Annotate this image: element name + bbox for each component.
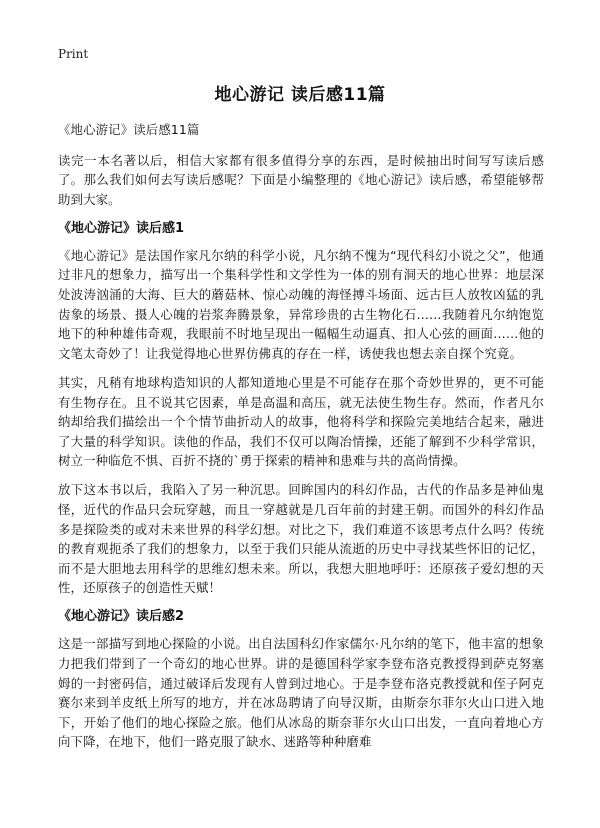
intro-paragraph: 读完一本名著以后，相信大家都有很多值得分享的东西，是时候抽出时间写写读后感了。那么我们如何去写读后感呢？下面是小编整理的《地心游记》读后感，希望能够帮助到大家。 (58, 152, 544, 207)
section-heading: 《地心游记》读后感2 (58, 609, 185, 625)
article-subtitle: 《地心游记》读后感11篇 (58, 122, 200, 137)
article-body (58, 120, 544, 762)
section-heading: 《地心游记》读后感1 (58, 220, 185, 236)
page-title: 地心游记 读后感11篇 (214, 85, 386, 105)
section-paragraph: 放下这本书以后，我陷入了另一种沉思。回眸国内的科幻作品，古代的作品多是神仙鬼怪，近代的作品只会玩穿越，而且一穿越就是几百年前的封建王朝。而国外的科幻作品多是探险类的或对未来世界的科学幻想。对比之下，我们难道不该思考点什么吗？传统的教育观扼杀了我们的想象力，以至于我们只能从流逝的历史中寻找某些怀旧的记忆，而不是大胆地去用科学的思维幻想未来。所以，我想大胆地呼吁：还原孩子爱幻想的天性，还原孩子的创造性天赋！ (58, 482, 544, 596)
section-paragraph: 其实，凡稍有地球构造知识的人都知道地心里是不可能存在那个奇妙世界的，更不可能有生物存在。且不说其它因素，单是高温和高压，就无法使生物生存。然而，作者凡尔纳却给我们描绘出一个个情节曲折动人的故事，他将科学和探险完美地结合起来，融进了大量的科学知识。读他的作品，我们不仅可以陶冶情操，还能了解到不少科学常识，树立一种临危不惧、百折不挠的`勇于探索的精神和患难与共的高尚情操。 (58, 374, 544, 469)
print-label[interactable]: Print (58, 47, 89, 61)
section-paragraph: 《地心游记》是法国作家凡尔纳的科学小说，凡尔纳不愧为“现代科幻小说之父”，他通过非凡的想象力，描写出一个集科学性和文学性为一体的别有洞天的地心世界：地层深处波涛汹涌的大海、巨大的蘑菇林、惊心动魄的海怪搏斗场面、远古巨人放牧凶猛的乳齿象的场景、摄人心魄的岩浆奔腾景象，异常珍贵的古生物化石……我随着凡尔纳饱览地下的种种雄伟奇观，我眼前不时地呈现出一幅幅生动逼真、扣人心弦的画面……他的文笔太奇妙了！让我觉得地心世界仿佛真的存在一样，诱使我也想去亲自探个究竟。 (58, 247, 544, 361)
section-paragraph: 这是一部描写到地心探险的小说。出自法国科幻作家儒尔·凡尔纳的笔下，他丰富的想象力把我们带到了一个奇幻的地心世界。讲的是德国科学家李登布洛克教授得到萨克努塞姆的一封密码信，通过破译后发现有人曾到过地心。于是李登布洛克教授就和侄子阿克赛尔来到羊皮纸上所写的地方，并在冰岛聘请了向导汉斯，由斯奈尔菲尔火山口进入地下，开始了他们的地心探险之旅。他们从冰岛的斯奈菲尔火山口出发，一直向着地心方向下降，在地下，他们一路克服了缺水、迷路等种种磨难 (58, 636, 544, 750)
